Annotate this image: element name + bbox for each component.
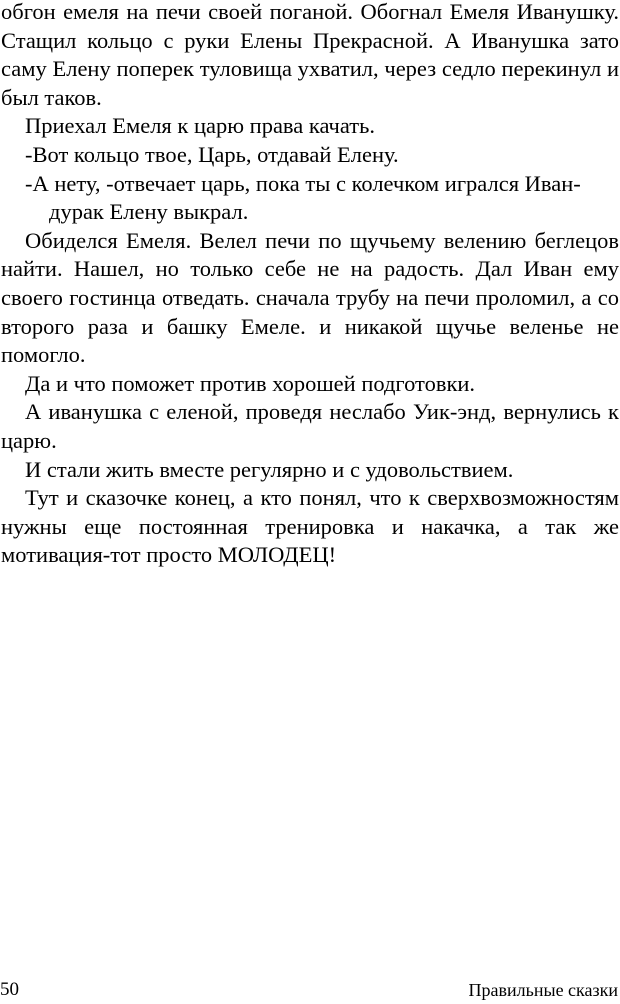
paragraph-emelya-offended: Обиделся Емеля. Велел печи по щучьему велению беглецов найти. Нашел, но только себе не на радость. Дал Иван ему своего гостинца отведать. сначала трубу на печи проломил, а со второго раза и башку Емеле. и никакой щучье веленье не помогло. [1,227,619,368]
paragraph-preparation: Да и что поможет против хорошей подготовки. [25,370,476,396]
paragraph-live-together: И стали жить вместе регулярно и с удовольствием. [25,456,514,482]
paragraph-dialog-ring: -Вот кольцо твое, Царь, отдавай Елену. [25,141,399,167]
paragraph-emelya-arrives: Приехал Емеля к царю права качать. [25,113,375,139]
paragraph-return: А иванушка с еленой, проведя неслабо Уик-энд, вернулись к царю. [1,399,619,453]
paragraph-continuation: обгон емеля на печи своей поганой. Обогнал Емеля Иванушку. Стащил кольцо с руки Елены Прекрасной. А Иванушка зато саму Елену поперек туловища ухватил, через седло перекинул и был таков. [1,0,619,110]
paragraph-moral: Тут и сказочке конец, а кто понял, что к сверхвозможностям нужны еще постоянная тренировка и накачка, а так же мотивация-тот просто МОЛОДЕЦ! [1,485,619,568]
dialog-tsar-line: -А нету, -отвечает царь, пока ты с колечком игрался Иван- [25,170,581,196]
page-number: 50 [0,979,19,1000]
paragraph-dialog-tsar [1,170,619,227]
body-text [1,0,619,570]
page-footer [0,978,620,1004]
running-title: Правильные сказки [468,980,618,1000]
dialog-tsar-continuation: дурак Елену выкрал. [49,199,249,225]
